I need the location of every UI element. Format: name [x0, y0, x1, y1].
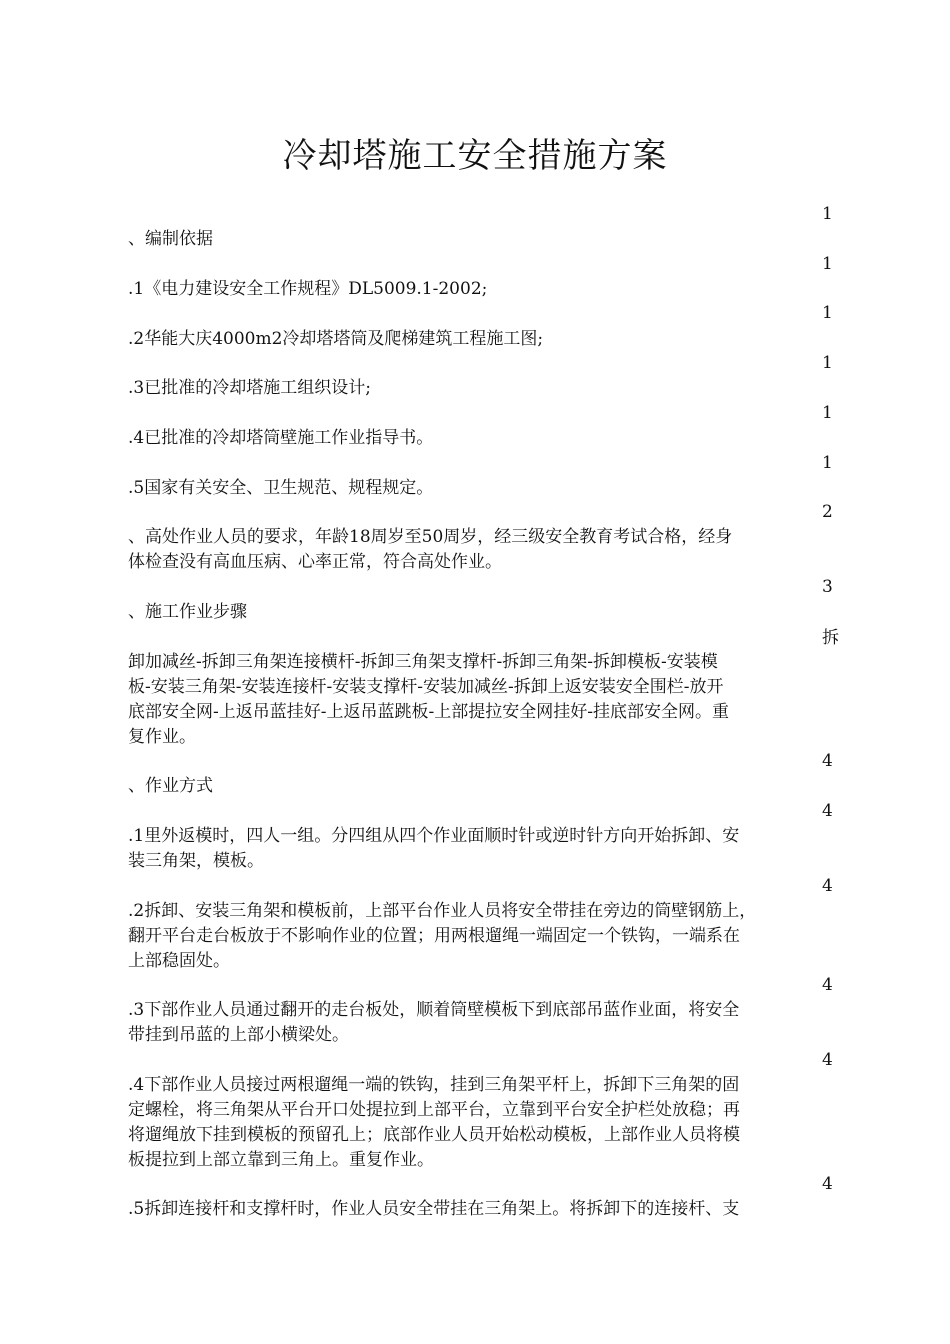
paragraph-line: 板-安装三角架-安装连接杆-安装支撑杆-安装加减丝-拆卸上返安装安全围栏-放开	[128, 677, 724, 697]
section-number: 4	[822, 801, 833, 821]
paragraph-line: 卸加减丝-拆卸三角架连接横杆-拆卸三角架支撑杆-拆卸三角架-拆卸模板-安装模	[128, 652, 718, 672]
paragraph-line: .1《电力建设安全工作规程》DL5009.1-2002;	[128, 279, 488, 299]
paragraph-line: .5拆卸连接杆和支撑杆时，作业人员安全带挂在三角架上。将拆卸下的连接杆、支	[128, 1199, 740, 1219]
section-heading: 、作业方式	[128, 776, 213, 796]
paragraph-line: 上部稳固处。	[128, 951, 230, 971]
paragraph-line: 带挂到吊蓝的上部小横梁处。	[128, 1025, 349, 1045]
section-number: 拆	[822, 628, 839, 648]
section-number: 3	[822, 577, 833, 597]
paragraph-line: .4下部作业人员接过两根遛绳一端的铁钩，挂到三角架平杆上，拆卸下三角架的固	[128, 1075, 740, 1095]
paragraph-line: .1里外返模时，四人一组。分四组从四个作业面顺时针或逆时针方向开始拆卸、安	[128, 826, 740, 846]
section-heading: 、施工作业步骤	[128, 602, 247, 622]
section-number: 4	[822, 751, 833, 771]
section-heading: 、编制依据	[128, 229, 213, 249]
section-number: 2	[822, 502, 833, 522]
section-number: 1	[822, 303, 833, 323]
paragraph-line: 定螺栓，将三角架从平台开口处提拉到上部平台，立靠到平台安全护栏处放稳；再	[128, 1100, 740, 1120]
paragraph-line: .3已批准的冷却塔施工组织设计;	[128, 378, 371, 398]
section-number: 1	[822, 204, 833, 224]
section-number: 1	[822, 453, 833, 473]
section-number: 4	[822, 1050, 833, 1070]
paragraph-line: .2华能大庆4000m2冷却塔塔筒及爬梯建筑工程施工图;	[128, 329, 544, 349]
paragraph-line: 将遛绳放下挂到模板的预留孔上；底部作业人员开始松动模板，上部作业人员将模	[128, 1125, 740, 1145]
paragraph-line: .2拆卸、安装三角架和模板前，上部平台作业人员将安全带挂在旁边的筒壁钢筋上，	[128, 901, 757, 921]
section-number: 1	[822, 254, 833, 274]
paragraph-line: 、高处作业人员的要求，年龄18周岁至50周岁，经三级安全教育考试合格，经身	[128, 527, 733, 547]
paragraph-line: .4已批准的冷却塔筒壁施工作业指导书。	[128, 428, 434, 448]
section-number: 1	[822, 403, 833, 423]
section-number: 4	[822, 975, 833, 995]
paragraph-line: 板提拉到上部立靠到三角上。重复作业。	[128, 1150, 434, 1170]
paragraph-line: 装三角架，模板。	[128, 851, 264, 871]
section-number: 1	[822, 353, 833, 373]
paragraph-line: .3下部作业人员通过翻开的走台板处，顺着筒壁模板下到底部吊蓝作业面，将安全	[128, 1000, 740, 1020]
paragraph-line: 底部安全网-上返吊蓝挂好-上返吊蓝跳板-上部提拉安全网挂好-挂底部安全网。重	[128, 702, 729, 722]
paragraph-line: 翻开平台走台板放于不影响作业的位置；用两根遛绳一端固定一个铁钩，一端系在	[128, 926, 740, 946]
section-number: 4	[822, 876, 833, 896]
paragraph-line: 复作业。	[128, 727, 196, 747]
paragraph-line: .5国家有关安全、卫生规范、规程规定。	[128, 478, 434, 498]
paragraph-line: 体检查没有高血压病、心率正常，符合高处作业。	[128, 552, 502, 572]
section-number: 4	[822, 1174, 833, 1194]
page-title: 冷却塔施工安全措施方案	[282, 136, 668, 176]
